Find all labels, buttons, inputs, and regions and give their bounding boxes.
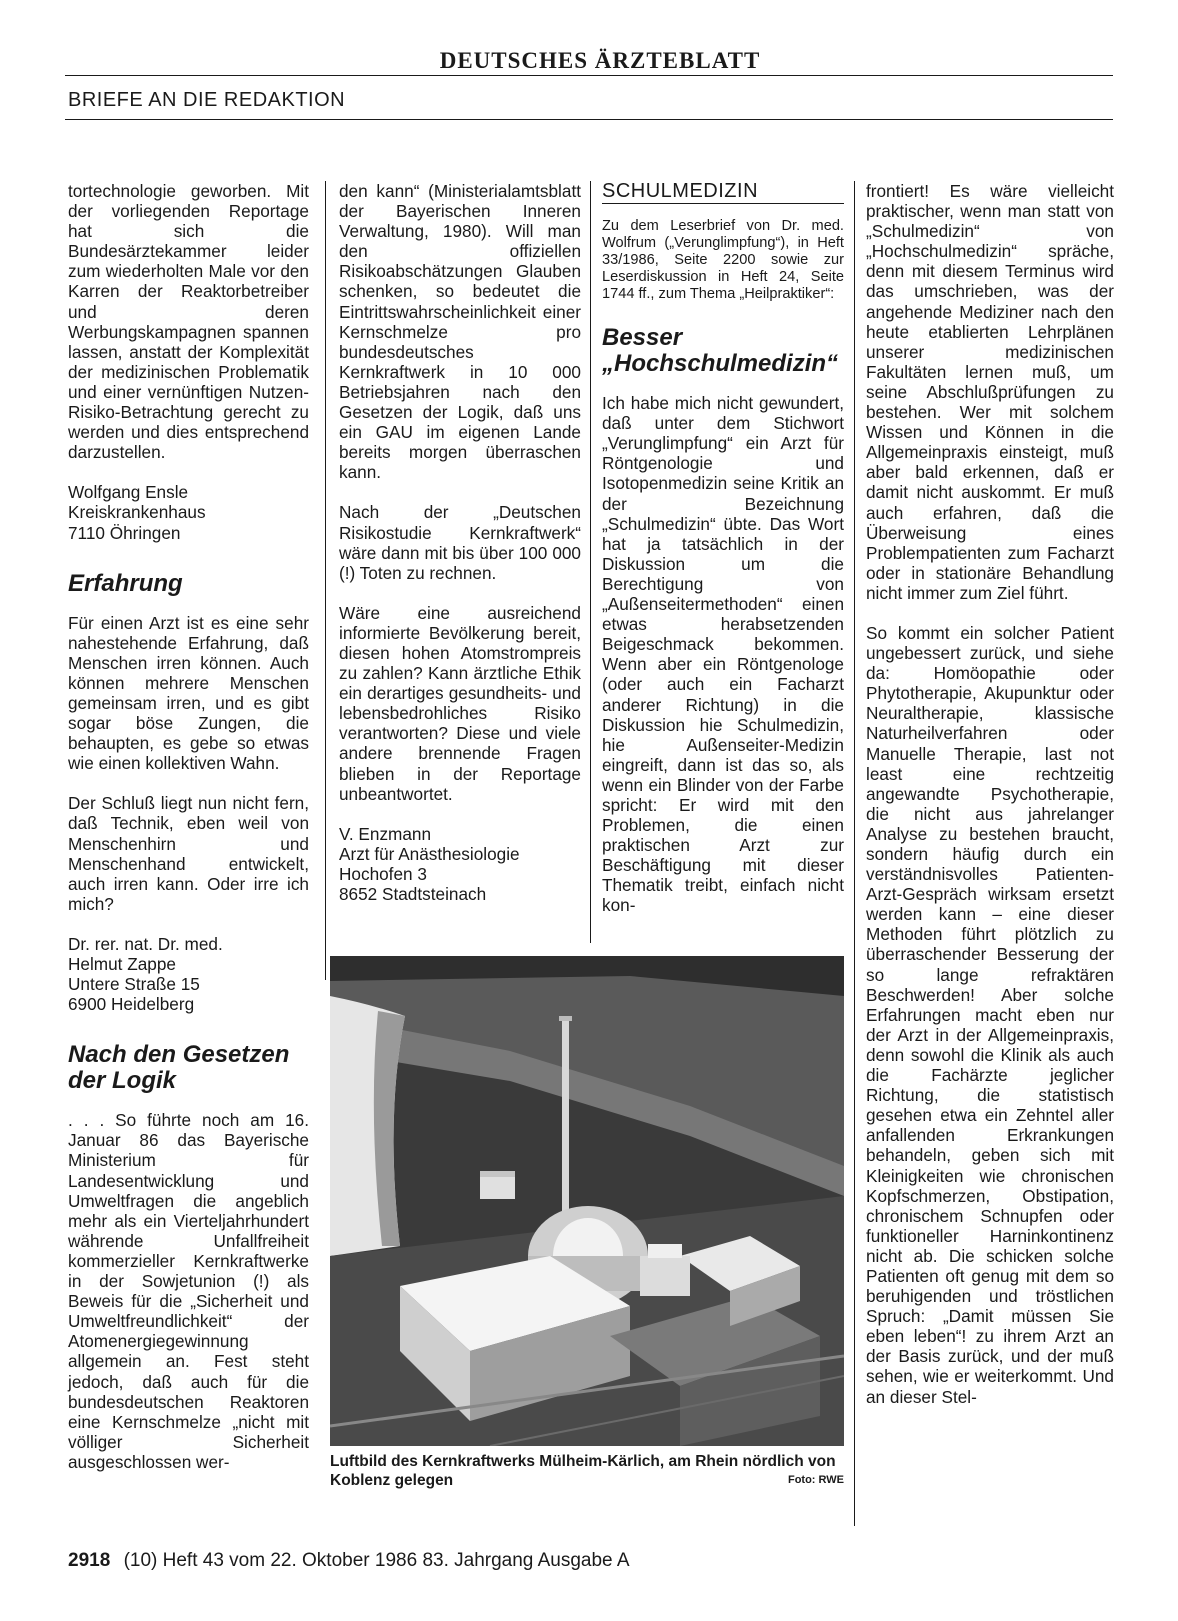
- column-divider: [590, 181, 591, 943]
- paragraph: den kann“ (Ministerialamtsblatt der Bayerischen Inneren Verwaltung, 1980). Will man den offiziellen Risikoabschätzungen Glauben schenken, so bedeutet die Eintrittswahrscheinlichkeit einer Kernschmelze pro bundesdeutsches Kernkraftwerk in 10 000 Betriebsjahren nach den Gesetzen der Logik, daß uns ein GAU im eigenen Lande bereits morgen überraschen kann.: [339, 181, 581, 483]
- letter-heading: Nach den Gesetzen der Logik: [68, 1041, 290, 1095]
- page-footer: [68, 1550, 630, 1572]
- paragraph: Der Schluß liegt nun nicht fern, daß Technik, eben weil von Menschenhirn und Menschenhand entwickelt, auch irren kann. Oder irre ich mich?: [68, 793, 309, 914]
- signature-line: Arzt für Anästhesiologie: [339, 843, 520, 864]
- signature-line: 6900 Heidelberg: [68, 994, 195, 1015]
- heading-line: „Hochschulmedizin“: [602, 350, 839, 378]
- column-4: [866, 181, 1114, 1427]
- photo-credit: Foto: RWE: [787, 1474, 844, 1486]
- column-3: [602, 181, 844, 936]
- section-title: BRIEFE AN DIE REDAKTION: [68, 89, 346, 111]
- signature-enzmann: [339, 824, 581, 904]
- page-number: 2918: [68, 1550, 111, 1571]
- letter-heading: Erfahrung: [68, 569, 183, 597]
- paragraph: Wäre eine ausreichend informierte Bevölkerung bereit, diesen hohen Atomstrompreis zu zahlen? Kann ärztliche Ethik ein derartiges gesundheits- und lebensbedrohliches Risiko verantworten? Diese und viele andere brennende Fragen blieben in der Reportage unbeantwortet.: [339, 602, 581, 804]
- signature-name: Dr. rer. nat. Dr. med.: [68, 933, 223, 954]
- header-rule-bottom: [65, 119, 1113, 120]
- paragraph: frontiert! Es wäre vielleicht praktischer, wenn man statt von „Schulmedizin“ von „Hochschulmedizin“ spräche, denn mit diesem Terminus wird das umschrieben, was der angehende Mediziner nach den heute etablierten Lehrplänen unserer medizinischen Fakultäten lernen muß, um seine Abschlußprüfungen zu bestehen. Wer mit solchem Wissen und Können in die Allgemeinpraxis einsteigt, muß aber bald erkennen, daß er damit nicht auskommt. Er muß auch erfahren, daß die Überweisung eines Problempatienten zum Facharzt oder in stationäre Behandlung nicht immer zum Ziel führt.: [866, 181, 1114, 603]
- signature-line: Hochofen 3: [339, 863, 427, 884]
- paragraph: So kommt ein solcher Patient ungebessert zurück, und siehe da: Homöopathie oder Phytotherapie, Akupunktur oder Neuraltherapie, klassische Naturheilverfahren oder Manuelle Therapie, last not least eine rechtzeitig angewandte Psychotherapie, die nicht aus jahrelanger Analyse zu bestehen braucht, sondern häufig durch ein verständnisvolles Patienten-Arzt-Gespräch wirksam ersetzt werden kann – eine dieser Methoden führt plötzlich zu überraschender Besserung der so lange refraktären Beschwerden! Aber solche Erfahrungen macht eben nur der Arzt in der Allgemeinpraxis, denn sowohl die Klinik als auch die Fachärzte jeglicher Richtung, die statistisch gesehen etwa ein Zehntel aller anfallenden Erkrankungen behandeln, geben sich mit Kleinigkeiten wie chronischen Kopfschmerzen, Obstipation, chronischem Schnupfen oder funktioneller Harninkontinenz nicht ab. Die schicken solche Patienten oft genug mit dem so beruhigenden und tröstlichen Spruch: „Damit müssen Sie eben leben“! zu ihrem Arzt an der Basis zurück, und der muß sehen, wie er weiterkommt. Und an dieser Stel-: [866, 622, 1114, 1407]
- column-1: [68, 181, 309, 1492]
- letter-intro: Zu dem Leserbrief von Dr. med. Wolfrum („Verunglimpfung“), in Heft 33/1986, Seite 2200 sowie zur Leserdiskussion in Heft 24, Seite 1744 ff., zum Thema „Heilpraktiker“:: [602, 218, 844, 303]
- power-plant-photo: [330, 956, 844, 1446]
- caption-text: Luftbild des Kernkraftwerks Mülheim-Kärlich, am Rhein nördlich von Koblenz gelegen: [330, 1453, 836, 1489]
- issue-info: (10) Heft 43 vom 22. Oktober 1986 83. Jahrgang Ausgabe A: [123, 1550, 630, 1571]
- signature-ensle: [68, 482, 309, 542]
- rubric-rule: [602, 203, 844, 204]
- column-divider: [325, 181, 326, 980]
- masthead: DEUTSCHES ÄRZTEBLATT: [439, 48, 761, 73]
- paragraph: Für einen Arzt ist es eine sehr nahestehende Erfahrung, daß Menschen irren können. Auch können mehrere Menschen gemeinsam irren, und es gibt sogar böse Zungen, die behaupten, es gebe so etwas wie einen kollektiven Wahn.: [68, 612, 309, 774]
- photo-caption: [330, 1452, 844, 1490]
- paragraph: tortechnologie geworben. Mit der vorliegenden Reportage hat sich die Bundesärztekammer leider zum wiederholten Male vor den Karren der Reaktorbetreiber und deren Werbungskampagnen spannen lassen, anstatt der Komplexität der medizinischen Problematik und einer vernünftigen Nutzen-Risiko-Betrachtung gerecht zu werden und dies entsprechend darzustellen.: [68, 181, 309, 463]
- paragraph: Nach der „Deutschen Risikostudie Kernkraftwerk“ wäre dann mit bis über 100 000 (!) Toten zu rechnen.: [339, 502, 581, 583]
- signature-line: 7110 Öhringen: [68, 522, 181, 543]
- rubric-title: SCHULMEDIZIN: [602, 180, 759, 202]
- header-rule-top: [65, 75, 1113, 76]
- signature-line: Untere Straße 15: [68, 974, 200, 995]
- signature-name: Wolfgang Ensle: [68, 482, 189, 503]
- letter-heading: [602, 325, 844, 377]
- column-divider: [854, 181, 855, 1526]
- paragraph: . . . So führte noch am 16. Januar 86 das Bayerische Ministerium für Landesentwicklung und Umweltfragen die angeblich mehr als ein Vierteljahrhundert währende Unfallfreiheit kommerzieller Kernkraftwerke in der Sowjetunion (!) als Beweis für die „Sicherheit und Umweltfreundlichkeit“ der Atomenergiegewinnung allgemein an. Fest steht jedoch, daß auch für die bundesdeutschen Reaktoren eine Kernschmelze „nicht mit völliger Sicherheit ausgeschlossen wer-: [68, 1110, 309, 1472]
- paragraph: Ich habe mich nicht gewundert, daß unter dem Stichwort „Verunglimpfung“ ein Arzt für Röntgenologie und Isotopenmedizin seine Kritik an der Bezeichnung „Schulmedizin“ übte. Das Wort hat ja tatsächlich in der Diskussion um die Berechtigung von „Außenseitermethoden“ einen etwas herabsetzenden Beigeschmack bekommen. Wenn aber ein Röntgenologe (oder auch ein Facharzt anderer Richtung) in die Diskussion hie Schulmedizin, hie Außenseiter-Medizin eingreift, dann ist das so, als wenn ein Blinder von der Farbe spricht: Er wird mit den Problemen, die einen praktischen Arzt zur Beschäftigung mit dieser Thematik treibt, einfach nicht kon-: [602, 393, 844, 916]
- signature-line: Helmut Zappe: [68, 954, 176, 974]
- heading-line: Besser: [602, 324, 683, 352]
- signature-zappe: [68, 934, 309, 1014]
- signature-line: Kreiskrankenhaus: [68, 502, 206, 523]
- signature-line: 8652 Stadtsteinach: [339, 884, 487, 904]
- column-2: [339, 181, 581, 932]
- signature-name: V. Enzmann: [339, 823, 432, 844]
